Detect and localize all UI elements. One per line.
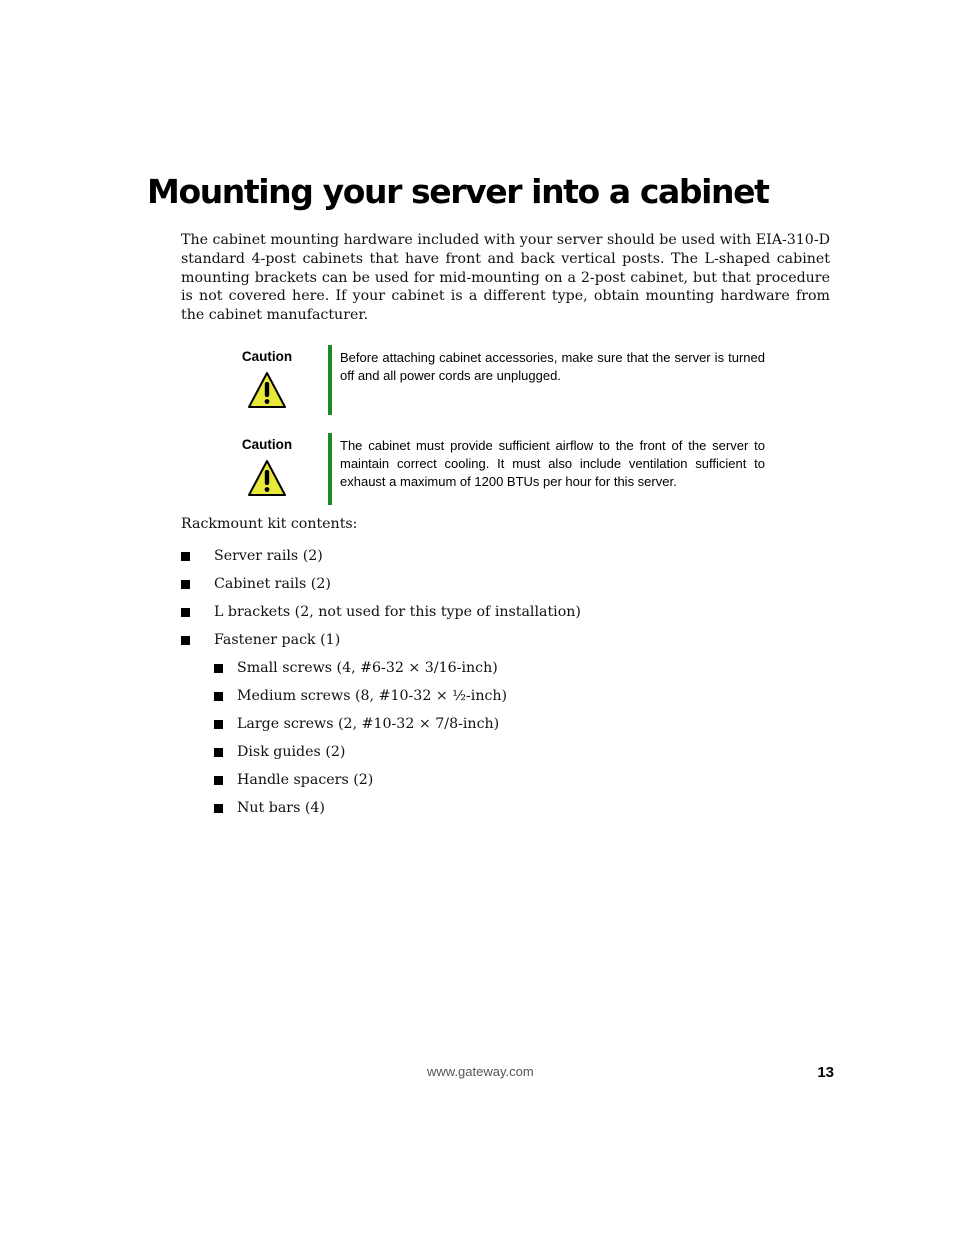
- caution-label: Caution: [241, 349, 293, 364]
- sub-list-item: [181, 658, 581, 686]
- footer-url: www.gateway.com: [427, 1064, 534, 1079]
- list-item-text: Large screws (2, #10-32 × 7/8-inch): [237, 716, 500, 732]
- square-bullet-icon: [214, 664, 223, 673]
- sub-list-item: [181, 798, 581, 826]
- list-item: [181, 630, 581, 658]
- square-bullet-icon: [181, 552, 190, 561]
- page-title: Mounting your server into a cabinet: [147, 172, 769, 211]
- square-bullet-icon: [214, 776, 223, 785]
- kit-contents-list: [181, 546, 581, 826]
- page-number: 13: [817, 1064, 834, 1081]
- square-bullet-icon: [214, 720, 223, 729]
- square-bullet-icon: [181, 580, 190, 589]
- caution-box: [232, 433, 772, 505]
- list-item-text: Fastener pack (1): [214, 632, 341, 648]
- intro-paragraph: The cabinet mounting hardware included with your server should be used with EIA-310-D standard 4-post cabinets that have front and back vertical posts. The L-shaped cabinet mounting brackets can be used for mid-mounting on a 2-post cabinet, but that procedure is not covered here. If your cabinet is a different type, obtain mounting hardware from the cabinet manufacturer.: [181, 232, 830, 324]
- caution-label: Caution: [241, 437, 293, 452]
- sub-list-item: [181, 770, 581, 798]
- list-item-text: Handle spacers (2): [237, 772, 374, 788]
- list-item-text: Medium screws (8, #10-32 × ½-inch): [237, 688, 508, 704]
- list-item: [181, 574, 581, 602]
- list-item-text: Disk guides (2): [237, 744, 346, 760]
- sub-list-item: [181, 686, 581, 714]
- caution-divider: [328, 433, 332, 505]
- list-item: [181, 546, 581, 574]
- square-bullet-icon: [214, 804, 223, 813]
- caution-text: Before attaching cabinet accessories, make sure that the server is turned off and all power cords are unplugged.: [340, 350, 765, 383]
- square-bullet-icon: [214, 692, 223, 701]
- list-item-text: Nut bars (4): [237, 800, 325, 816]
- caution-divider: [328, 345, 332, 415]
- warning-triangle-icon: [247, 370, 287, 410]
- kit-contents-heading: Rackmount kit contents:: [181, 516, 358, 532]
- square-bullet-icon: [214, 748, 223, 757]
- square-bullet-icon: [181, 636, 190, 645]
- list-item-text: Cabinet rails (2): [214, 576, 331, 592]
- list-item-text: Server rails (2): [214, 548, 323, 564]
- list-item-text: L brackets (2, not used for this type of installation): [214, 604, 581, 620]
- caution-text: The cabinet must provide sufficient airflow to the front of the server to maintain correct cooling. It must also include ventilation sufficient to exhaust a maximum of 1200 BTUs per hour for this server.: [340, 438, 765, 489]
- caution-box: [232, 345, 772, 415]
- sub-list-item: [181, 714, 581, 742]
- warning-triangle-icon: [247, 458, 287, 498]
- list-item: [181, 602, 581, 630]
- square-bullet-icon: [181, 608, 190, 617]
- list-item-text: Small screws (4, #6-32 × 3/16-inch): [237, 660, 498, 676]
- sub-list-item: [181, 742, 581, 770]
